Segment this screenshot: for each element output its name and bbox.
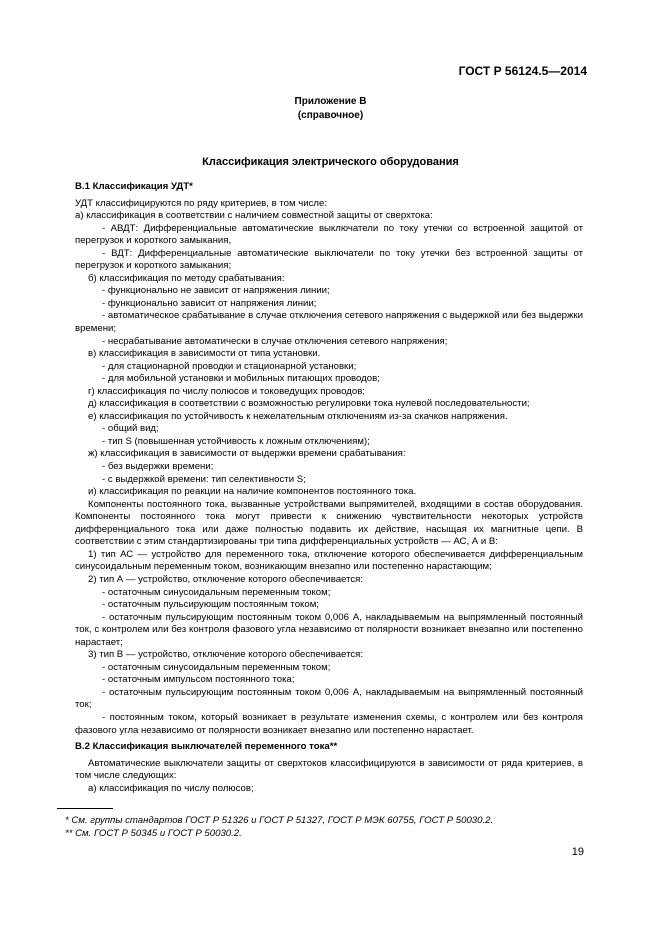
paragraph: Автоматические выключатели защиты от сверхтоков классифицируются в зависимости от ряда критериев, в том числе следующих: bbox=[75, 757, 583, 782]
list-item: - остаточным синусоидальным переменным током; bbox=[102, 586, 331, 598]
appendix-type: (справочное) bbox=[297, 110, 364, 121]
paragraph: Компоненты постоянного тока, вызванные устройствами выпрямителей, входящими в состав оборудования. Компоненты постоянного тока могут привести к снижению чувствительности некоторых устройств дифференциального тока или даже полностью подавить их действие, насыщая их магнитные цепи. В соответствии с этим стандартизированы три типа дифференциальных устройств — АС, А и В: bbox=[75, 498, 583, 548]
list-item: а) классификация по числу полюсов; bbox=[88, 782, 254, 794]
list-item: 1) тип АС — устройство для переменного тока, отключение которого обеспечивается дифференциальным синусоидальным переменным током, возникающим внезапно или постепенно нарастающим; bbox=[75, 548, 583, 573]
list-item: - ВДТ: Дифференциальные автоматические выключатели по току утечки без встроенной защиты от перегрузок и короткого замыкания; bbox=[75, 247, 583, 272]
document-standard-number: ГОСТ Р 56124.5—2014 bbox=[458, 64, 587, 78]
list-item: 3) тип В — устройство, отключение которого обеспечивается: bbox=[88, 649, 364, 661]
list-item: - остаточным пульсирующим постоянным током; bbox=[102, 599, 319, 611]
list-item: - несрабатывание автоматически в случае отключения сетевого напряжения; bbox=[102, 335, 448, 347]
footnote-divider bbox=[57, 808, 113, 809]
list-item: е) классификация по устойчивость к нежелательным отключениям из-за скачков напряжения. bbox=[88, 410, 508, 422]
page-title: Классификация электрического оборудования bbox=[202, 156, 459, 168]
section-heading: В.1 Классификация УДТ* bbox=[75, 181, 193, 192]
list-item: ж) классификация в зависимости от выдержки времени срабатывания: bbox=[88, 448, 406, 460]
list-item: - для стационарной проводки и стационарной установки; bbox=[102, 360, 357, 372]
list-item: - функционально зависит от напряжения линии; bbox=[102, 297, 317, 309]
list-item: - остаточным пульсирующим постоянным током 0,006 А, накладываемым на выпрямленный постоянный ток; bbox=[75, 686, 583, 711]
list-item: а) классификация в соответствии с наличием совместной защиты от сверхтока: bbox=[75, 210, 433, 222]
list-item: 2) тип А — устройство, отключение которого обеспечивается: bbox=[88, 573, 364, 585]
list-item: - остаточным синусоидальным переменным током; bbox=[102, 661, 331, 673]
footnote: * См. группы стандартов ГОСТ Р 51326 и ГОСТ Р 51327, ГОСТ Р МЭК 60755, ГОСТ Р 50030.2. bbox=[65, 815, 494, 826]
list-item: и) классификация по реакции на наличие компонентов постоянного тока. bbox=[88, 486, 417, 498]
list-item: - с выдержкой времени: тип селективности S; bbox=[102, 473, 306, 485]
list-item: г) классификация по числу полюсов и токоведущих проводов; bbox=[88, 385, 365, 397]
list-item: - автоматическое срабатывание в случае отключения сетевого напряжения с выдержкой или без выдержки времени; bbox=[75, 310, 583, 335]
section-heading: В.2 Классификация выключателей переменного тока** bbox=[75, 741, 338, 753]
list-item: - общий вид; bbox=[102, 423, 159, 435]
list-item: б) классификация по методу срабатывания: bbox=[88, 272, 285, 284]
document-body bbox=[75, 181, 583, 795]
list-item: - без выдержки времени; bbox=[102, 461, 214, 473]
list-item: - тип S (повышенная устойчивость к ложным отключениям); bbox=[102, 435, 370, 447]
appendix-title: Приложение В bbox=[294, 96, 367, 107]
list-item: - для мобильной установки и мобильных питающих проводов; bbox=[102, 373, 380, 385]
paragraph: УДТ классифицируются по ряду критериев, в том числе: bbox=[75, 197, 327, 209]
list-item: - остаточным импульсом постоянного тока; bbox=[102, 674, 295, 686]
page-number: 19 bbox=[571, 846, 584, 858]
list-item: - постоянным током, который возникает в результате изменения схемы, с контролем или без контроля фазового угла независимо от полярности возникает внезапно или постепенно нарастает. bbox=[75, 711, 583, 736]
list-item: - функционально не зависит от напряжения линии; bbox=[102, 285, 330, 297]
list-item: в) классификация в зависимости от типа установки. bbox=[88, 348, 321, 360]
list-item: д) классификация в соответствии с возможностью регулировки тока нулевой последовательности; bbox=[88, 398, 530, 410]
footnote: ** См. ГОСТ Р 50345 и ГОСТ Р 50030.2. bbox=[65, 828, 242, 839]
list-item: - остаточным пульсирующим постоянным током 0,006 А, накладываемым на выпрямленный постоянный ток, с контролем или без контроля фазового угла независимо от полярности возникает внезапно или постепенно нарастает; bbox=[75, 611, 583, 648]
list-item: - АВДТ: Дифференциальные автоматические выключатели по току утечки со встроенной защитой от перегрузок и короткого замыкания, bbox=[75, 222, 583, 247]
